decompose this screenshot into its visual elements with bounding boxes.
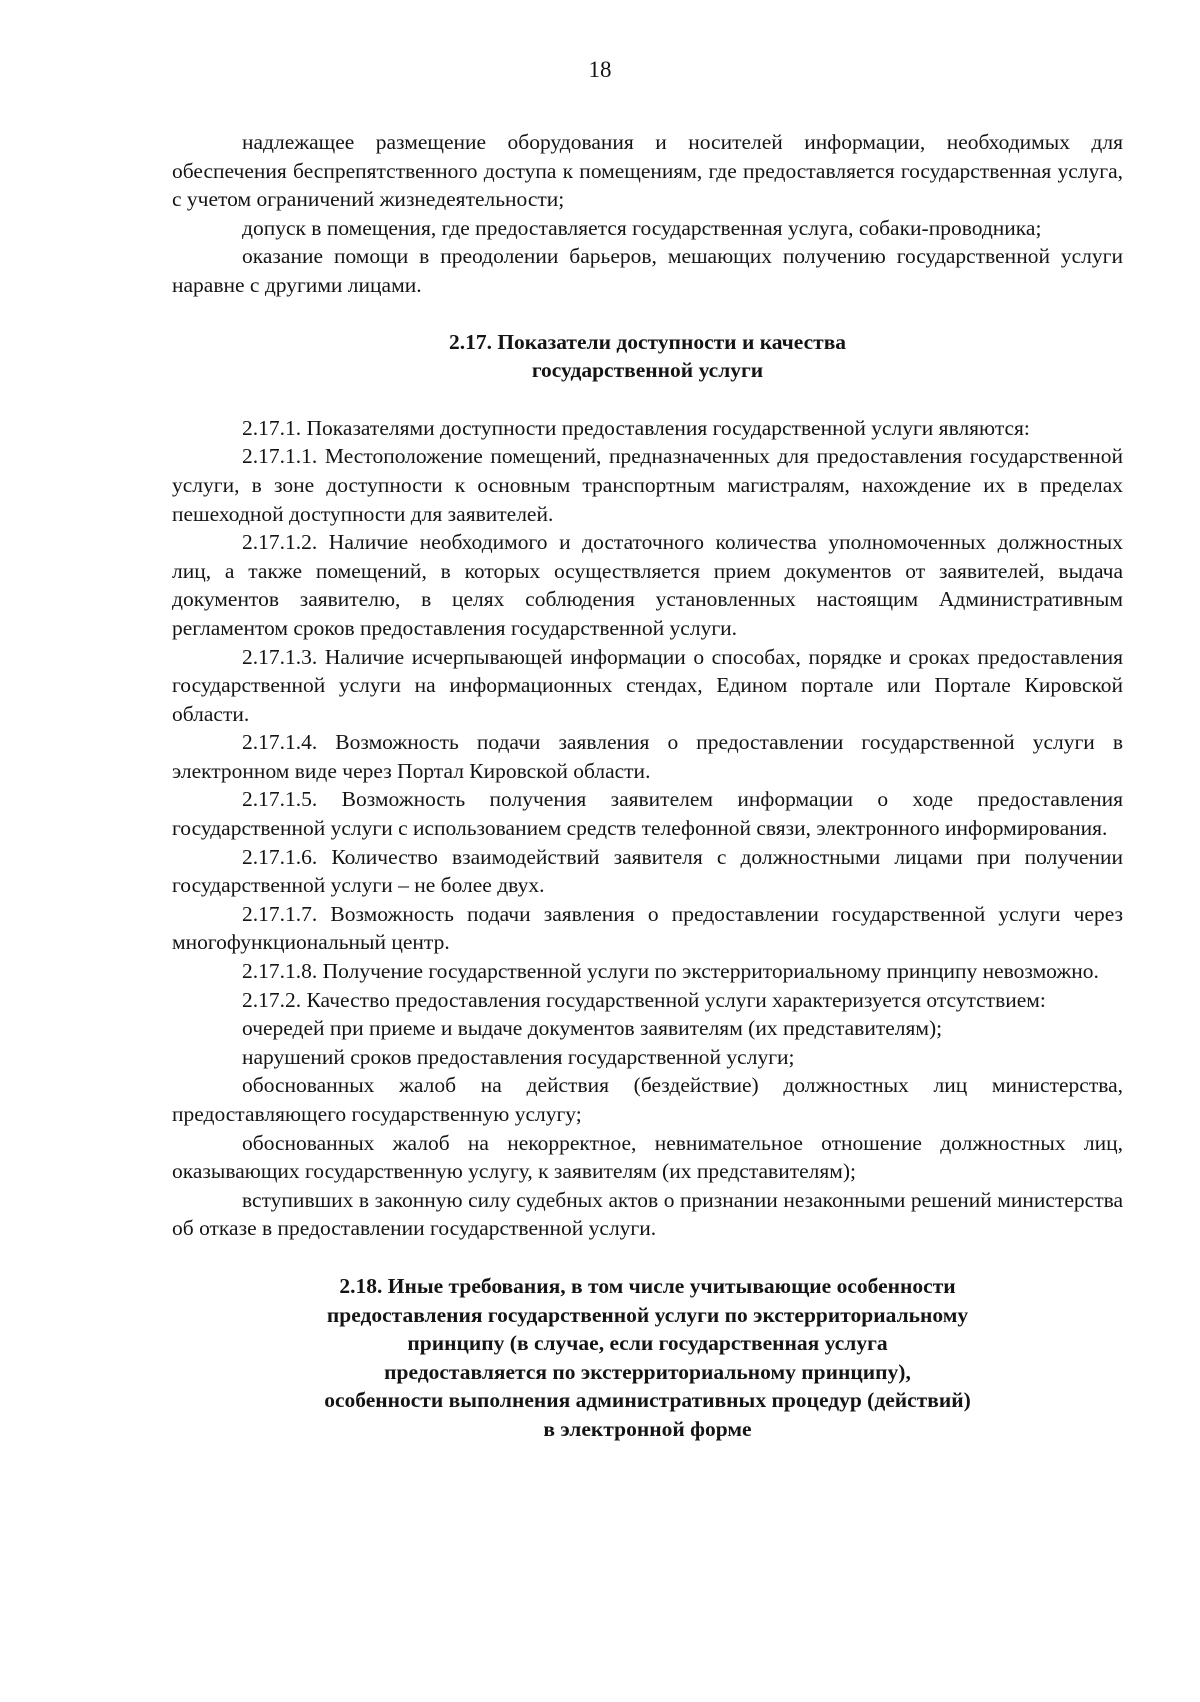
paragraph-2-17-1-1: 2.17.1.1. Местоположение помещений, предназначенных для предоставления государственной услуги, в зоне доступности к основным транспортным магистралям, нахождение их в пределах пешеходной доступности для заявителей. (172, 444, 1123, 526)
page-number: 18 (588, 57, 612, 82)
paragraph-guide-dog: допуск в помещения, где предоставляется государственная услуга, собаки-проводника; (242, 215, 1042, 240)
paragraph-2-17-1-5: 2.17.1.5. Возможность получения заявителем информации о ходе предоставления государственной услуги с использованием средств телефонной связи, электронного информирования. (172, 787, 1123, 841)
section-heading-2-18-line3: принципу (в случае, если государственная услуга (407, 1331, 888, 1356)
section-heading-2-17-line2: государственной услуги (531, 358, 764, 383)
section-heading-2-18-line2: предоставления государственной услуги по экстерриториальному (326, 1302, 969, 1327)
paragraph-complaints-attitude: обоснованных жалоб на некорректное, невнимательное отношение должностных лиц, оказывающих государственную услугу, к заявителям (их представителям); (172, 1130, 1123, 1184)
paragraph-2-17-1: 2.17.1. Показателями доступности предоставления государственной услуги являются: (242, 415, 1030, 440)
paragraph-2-17-1-6: 2.17.1.6. Количество взаимодействий заявителя с должностными лицами при получении государственной услуги – не более двух. (172, 844, 1123, 898)
paragraph-2-17-1-2: 2.17.1.2. Наличие необходимого и достаточного количества уполномоченных должностных лиц, а также помещений, в которых осуществляется прием документов от заявителей, выдача документов заявителю, в целях соблюдения установленных настоящим Административным регламентом сроков предоставления государственной услуги. (172, 530, 1123, 640)
section-heading-2-17-line1: 2.17. Показатели доступности и качества (448, 329, 847, 354)
paragraph-2-17-1-7: 2.17.1.7. Возможность подачи заявления о предоставлении государственной услуги через многофункциональный центр. (172, 901, 1123, 955)
section-heading-2-18-line4: предоставляется по экстерриториальному принципу), (384, 1359, 911, 1384)
paragraph-barrier-help: оказание помощи в преодолении барьеров, мешающих получению государственной услуги наравне с другими лицами. (172, 244, 1123, 297)
paragraph-equipment-placement: надлежащее размещение оборудования и носителей информации, необходимых для обеспечения беспрепятственного доступа к помещениям, где предоставляется государственная услуга, с учетом ограничений жизнедеятельности; (172, 130, 1123, 212)
section-heading-2-17 (172, 328, 1123, 385)
paragraph-2-17-2: 2.17.2. Качество предоставления государственной услуги характеризуется отсутствием: (242, 987, 1046, 1012)
paragraph-complaints-actions: обоснованных жалоб на действия (бездействие) должностных лиц министерства, предоставляющего государственную услугу; (172, 1073, 1123, 1126)
section-heading-2-18-line6: в электронной форме (543, 1416, 752, 1441)
paragraph-2-17-1-4: 2.17.1.4. Возможность подачи заявления о предоставлении государственной услуги в электронном виде через Портал Кировской области. (172, 730, 1123, 783)
paragraph-queues: очередей при приеме и выдаче документов заявителям (их представителям); (242, 1016, 943, 1041)
document-body (172, 128, 1123, 1444)
section-heading-2-18-line1: 2.18. Иные требования, в том числе учитывающие особенности (339, 1273, 956, 1298)
paragraph-deadline-violations: нарушений сроков предоставления государственной услуги; (242, 1044, 795, 1069)
section-heading-2-18 (172, 1272, 1123, 1444)
paragraph-2-17-1-3: 2.17.1.3. Наличие исчерпывающей информации о способах, порядке и сроках предоставления государственной услуги на информационных стендах, Едином портале или Портале Кировской области. (172, 644, 1123, 726)
paragraph-2-17-1-8: 2.17.1.8. Получение государственной услуги по экстерриториальному принципу невозможно. (242, 959, 1099, 984)
paragraph-court-acts: вступивших в законную силу судебных актов о признании незаконными решений министерства об отказе в предоставлении государственной услуги. (172, 1187, 1123, 1241)
section-heading-2-18-line5: особенности выполнения административных процедур (действий) (324, 1388, 971, 1413)
